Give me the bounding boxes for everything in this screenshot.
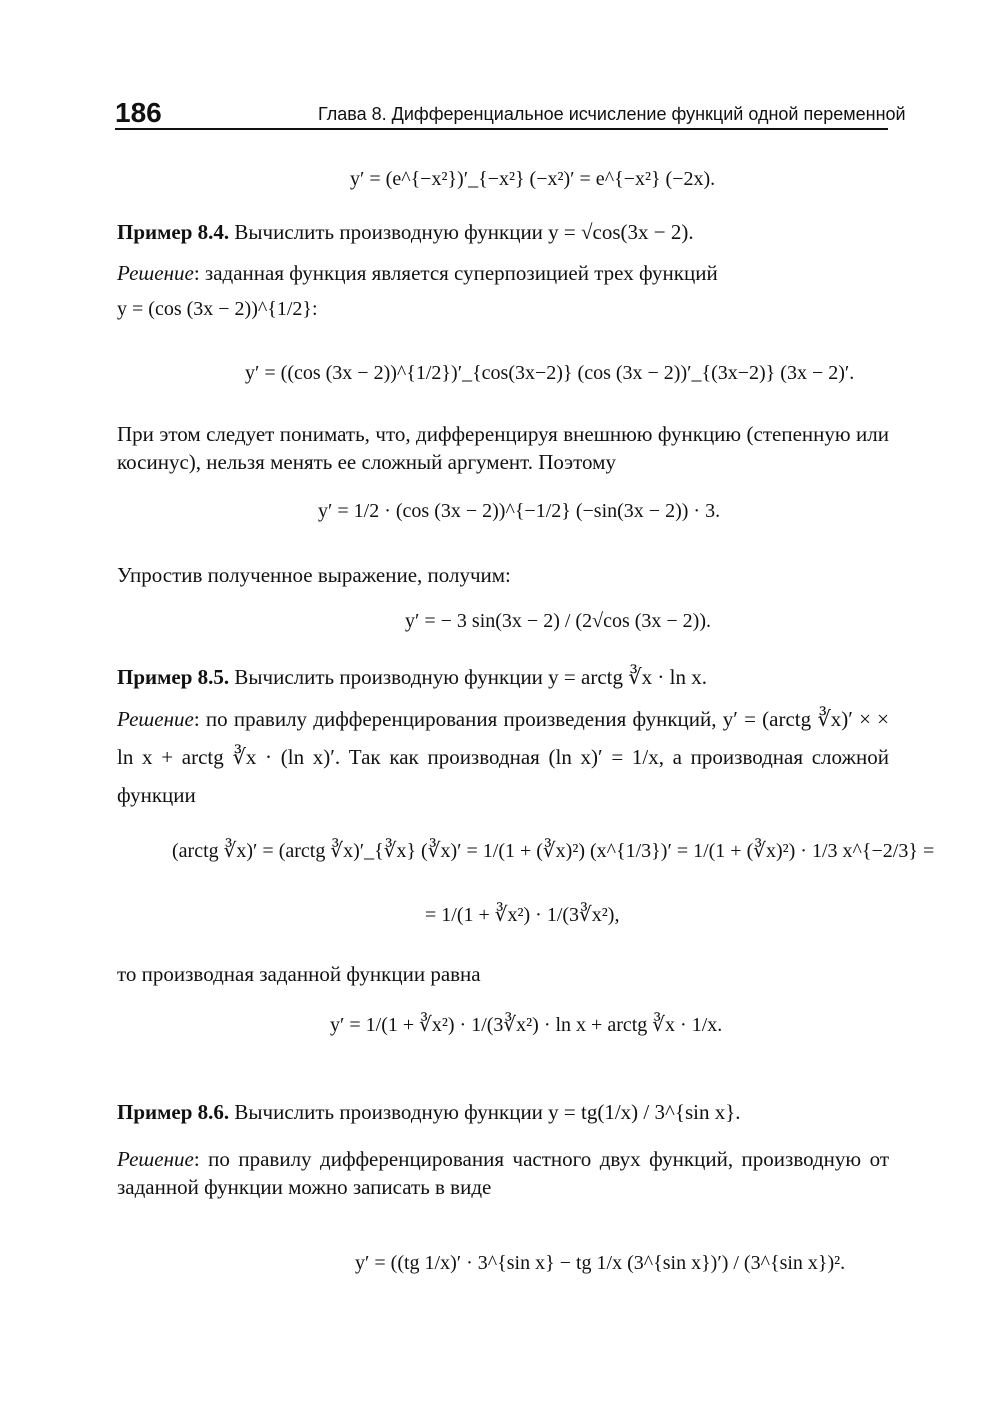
- solution-label: Решение: [117, 261, 194, 285]
- paragraph-note: При этом следует понимать, что, дифференцируя внешнюю функцию (степенную или косинус), нельзя менять ее сложный аргумент. Поэтому: [117, 422, 889, 474]
- eq-derivative: y′ = 1/2 · (cos (3x − 2))^{−1/2} (−sin(3x − 2)) · 3.: [318, 500, 721, 522]
- eq-top-text: y′ = (e^{−x²})′_{−x²} (−x²)′ = e^{−x²} (−2x).: [350, 168, 716, 190]
- example-text: Вычислить производную функции y = arctg ∛x · ln x.: [234, 665, 707, 689]
- eq-arctg-result: = 1/(1 + ∛x²) · 1/(3∛x²),: [425, 904, 620, 926]
- solution-text: : заданная функция является суперпозицией трех функций: [193, 261, 718, 285]
- paragraph-then: то производная заданной функции равна: [117, 962, 481, 986]
- example-8-6-solution: [117, 1145, 889, 1201]
- solution-label: Решение: [117, 1147, 194, 1171]
- eq-quotient: y′ = ((tg 1/x)′ · 3^{sin x} − tg 1/x (3^{sin x})′) / (3^{sin x})².: [355, 1252, 846, 1274]
- eq-top: [350, 168, 715, 191]
- example-label: Пример 8.4.: [117, 220, 230, 244]
- example-8-6-heading: [117, 1098, 889, 1126]
- example-8-4-solution: [117, 259, 889, 287]
- paragraph-simplify: Упростив полученное выражение, получим:: [117, 563, 511, 587]
- solution-text: : по правилу дифференцирования частного двух функций, производную от заданной функции можно записать в виде: [117, 1147, 889, 1199]
- eq-final-5: y′ = 1/(1 + ∛x²) · 1/(3∛x²) · ln x + arctg ∛x · 1/x.: [330, 1014, 723, 1036]
- chapter-title: Глава 8. Дифференциальное исчисление функций одной переменной: [318, 104, 906, 124]
- example-label: Пример 8.5.: [117, 665, 230, 689]
- eq-decomp: y = (cos (3x − 2))^{1/2}:: [117, 298, 318, 320]
- solution-label: Решение: [117, 707, 194, 731]
- eq-arctg-derivative: (arctg ∛x)′ = (arctg ∛x)′_{∛x} (∛x)′ = 1/(1 + (∛x)²) (x^{1/3})′ = 1/(1 + (∛x)²) · 1/3 x^{−2/3} =: [172, 840, 935, 862]
- example-text: Вычислить производную функции y = √cos(3x − 2).: [234, 220, 694, 244]
- header-rule: [115, 128, 888, 130]
- example-8-5-heading: [117, 663, 889, 691]
- example-8-5-solution: [117, 700, 889, 814]
- eq-simplified: y′ = − 3 sin(3x − 2) / (2√cos (3x − 2)).: [405, 610, 711, 632]
- eq-chain: y′ = ((cos (3x − 2))^{1/2})′_{cos(3x−2)} (cos (3x − 2))′_{(3x−2)} (3x − 2)′.: [245, 362, 855, 384]
- page-number: 186: [115, 97, 162, 128]
- example-label: Пример 8.6.: [117, 1100, 230, 1124]
- example-text: Вычислить производную функции y = tg(1/x) / 3^{sin x}.: [234, 1100, 741, 1124]
- solution-text: : по правилу дифференцирования произведения функций, y′ = (arctg ∛x)′ × × ln x + arctg ∛x · (ln x)′. Так как производная (ln x)′ = 1/x, а производная сложной функции: [117, 707, 889, 807]
- example-8-4-heading: [117, 218, 889, 246]
